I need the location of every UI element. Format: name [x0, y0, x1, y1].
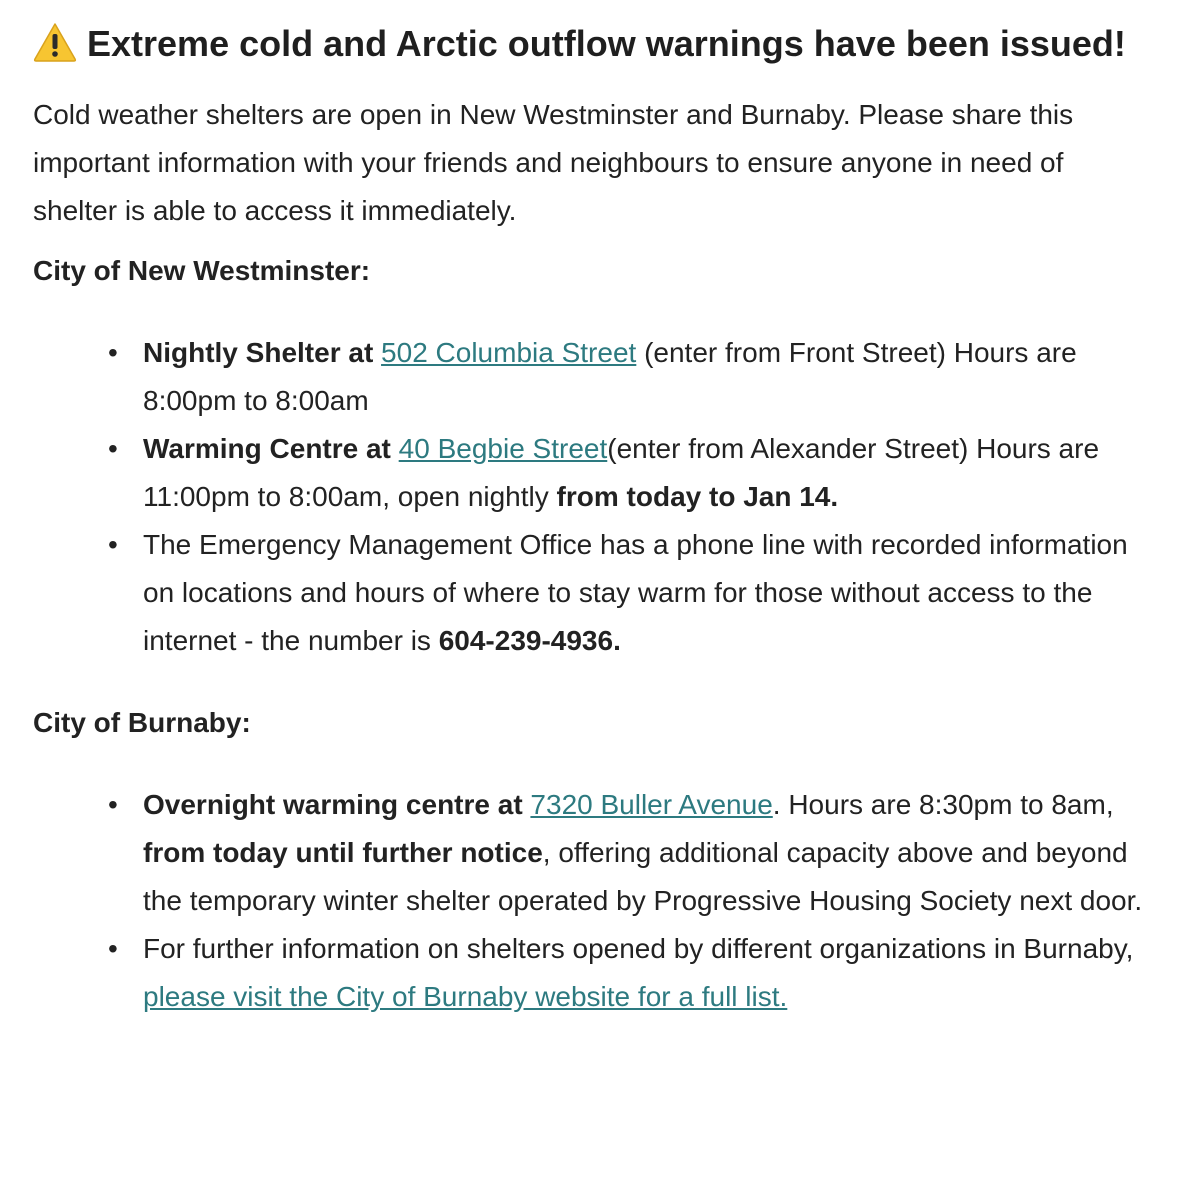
- announcement: [33, 18, 1173, 1021]
- item-text: (enter from Front Street) Hours are 8:00pm to 8:00am: [143, 337, 1077, 416]
- item-text: For further information on shelters opened by different organizations in Burnaby,: [143, 933, 1134, 964]
- list-item: [33, 329, 1158, 425]
- address-link-buller[interactable]: 7320 Buller Avenue: [530, 789, 773, 820]
- warning-icon: [33, 22, 77, 76]
- item-text: The Emergency Management Office has a phone line with recorded information on locations and hours of where to stay warm for those without access to the internet - the number is: [143, 529, 1128, 656]
- item-label: Overnight warming centre at: [143, 789, 531, 820]
- item-label: Nightly Shelter at: [143, 337, 382, 368]
- item-emphasis: from today until further notice: [143, 837, 543, 868]
- intro-paragraph: Cold weather shelters are open in New Westminster and Burnaby. Please share this important information with your friends and neighbours to ensure anyone in need of shelter is able to access it immediately.: [33, 99, 1074, 226]
- phone-number: 604-239-4936.: [438, 625, 621, 656]
- burnaby-list: [33, 781, 1173, 1021]
- item-text: , offering additional capacity above and beyond the temporary winter shelter operated by Progressive Housing Society next door.: [143, 837, 1143, 916]
- new-westminster-list: [33, 329, 1173, 665]
- burnaby-website-link[interactable]: please visit the City of Burnaby website for a full list.: [143, 981, 788, 1012]
- bullet: •: [108, 529, 118, 560]
- item-text: . Hours are 8:30pm to 8am,: [772, 789, 1114, 820]
- bullet: •: [108, 433, 118, 464]
- item-text: (enter from Alexander Street) Hours are 11:00pm to 8:00am, open nightly: [143, 433, 1100, 512]
- bullet: •: [108, 337, 118, 368]
- bullet: •: [108, 933, 118, 964]
- list-item: [33, 781, 1158, 925]
- list-item: [33, 925, 1158, 1021]
- list-item: [33, 521, 1158, 665]
- list-item: [33, 425, 1158, 521]
- item-label: Warming Centre at: [143, 433, 399, 464]
- page-title-text: Extreme cold and Arctic outflow warnings have been issued!: [87, 23, 1126, 64]
- burnaby-heading: City of Burnaby:: [33, 707, 251, 738]
- bullet: •: [108, 789, 118, 820]
- address-link-columbia[interactable]: 502 Columbia Street: [381, 337, 637, 368]
- new-westminster-heading: City of New Westminster:: [33, 255, 371, 286]
- item-emphasis: from today to Jan 14.: [556, 481, 839, 512]
- address-link-begbie[interactable]: 40 Begbie Street: [398, 433, 608, 464]
- page-title: [33, 18, 1173, 76]
